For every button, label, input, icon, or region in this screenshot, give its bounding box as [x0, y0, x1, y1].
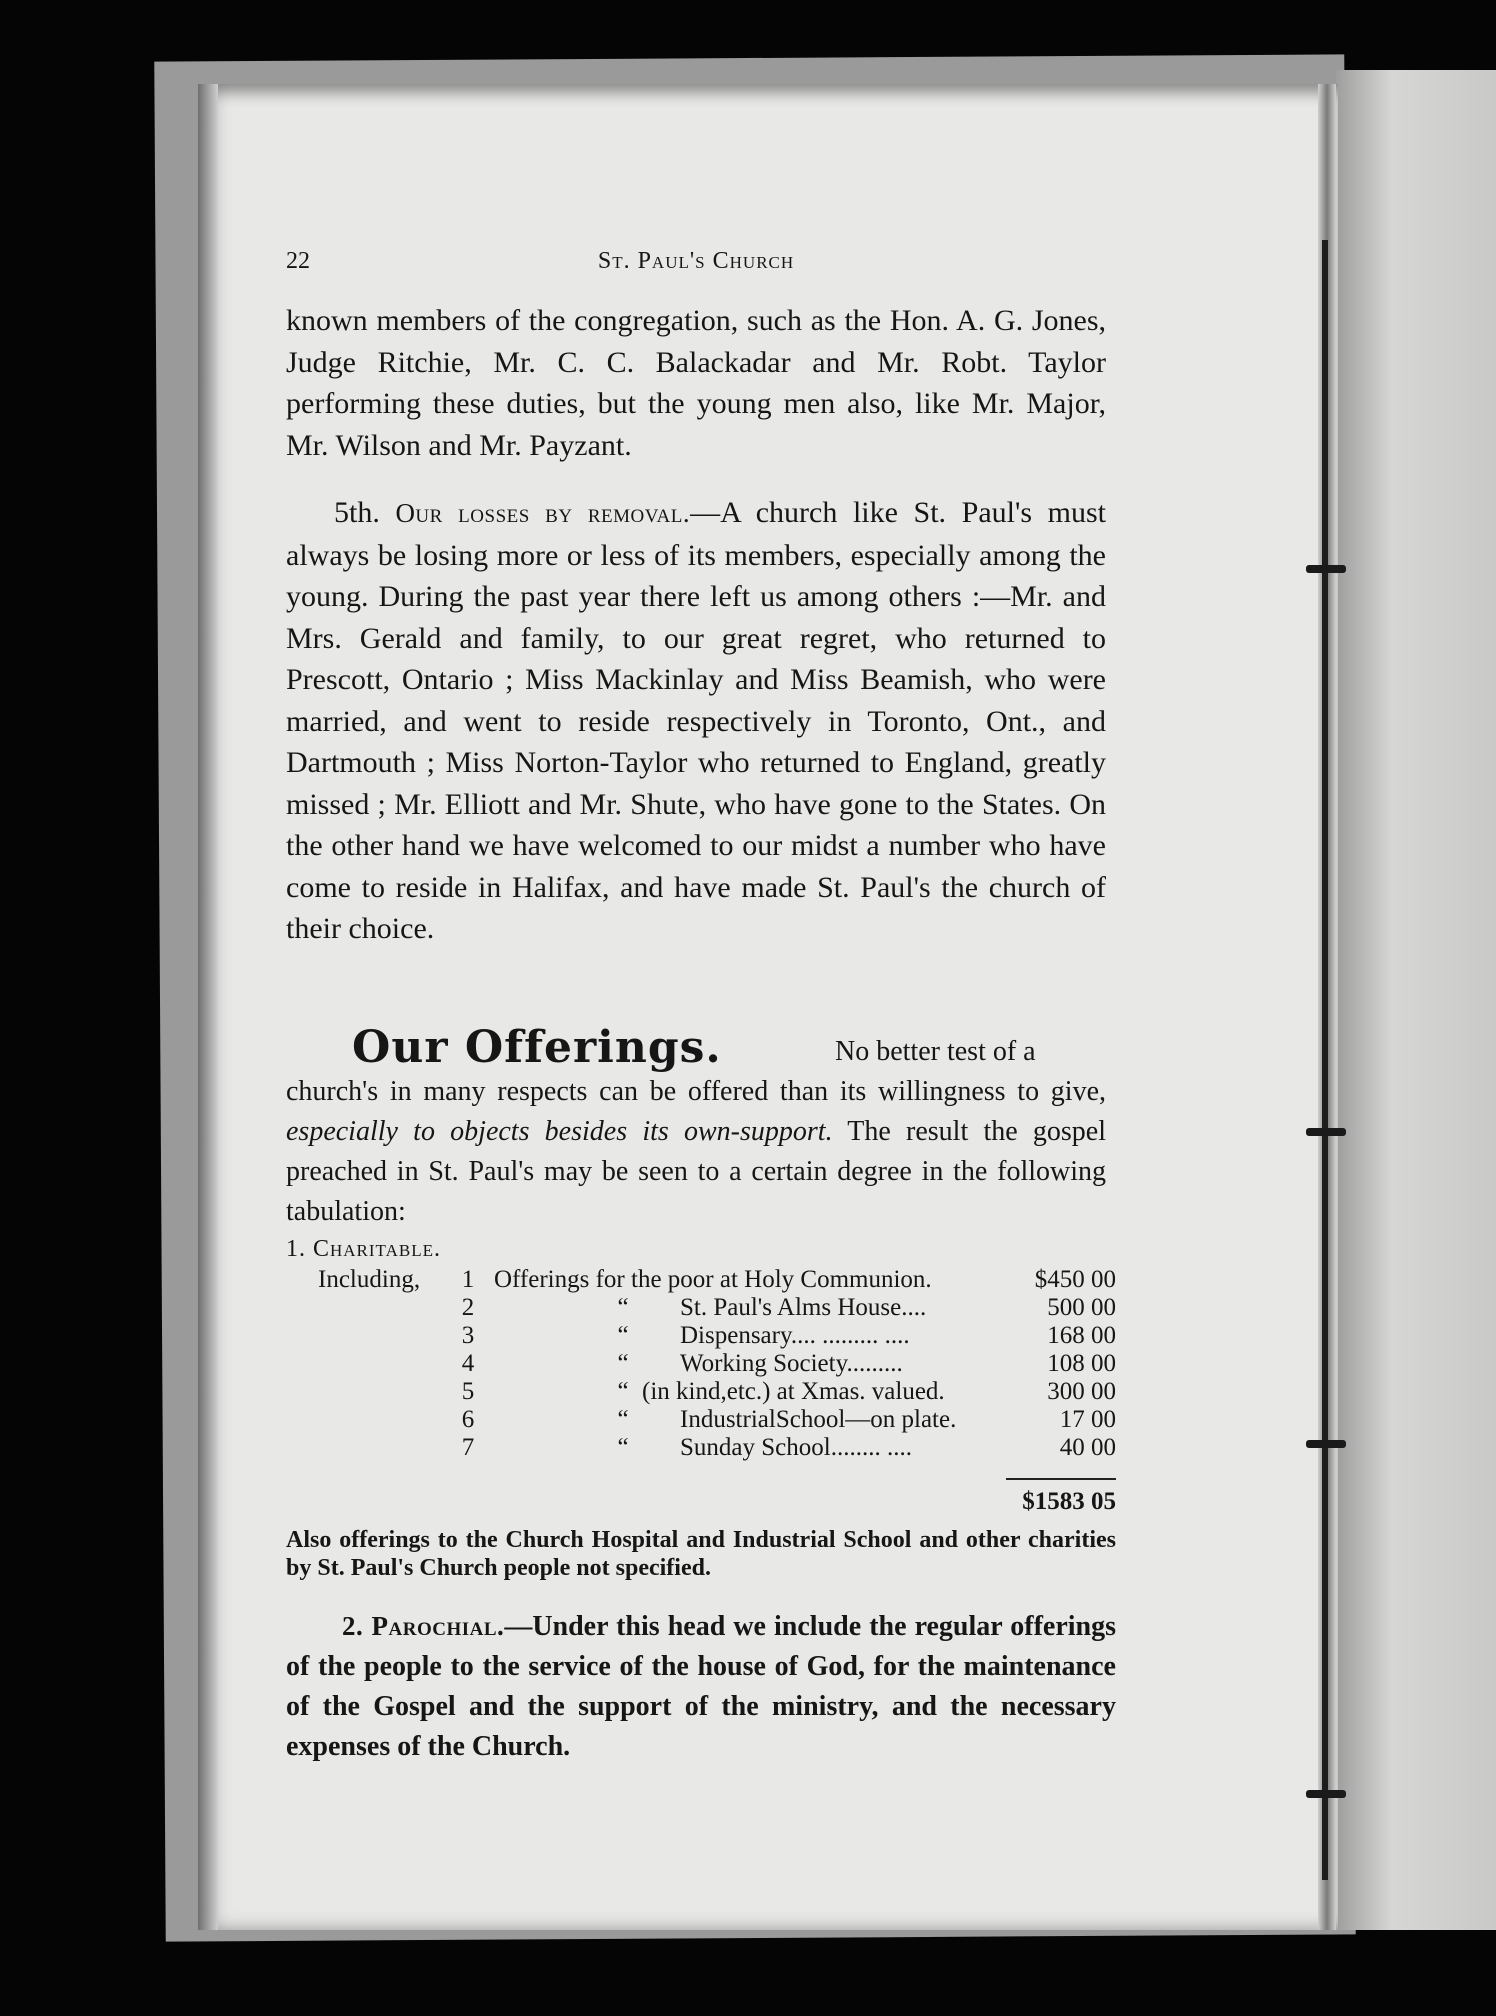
table-row: [286, 1350, 1116, 1378]
offerings-text-b: The result the gospel preached in St. Paul's may be seen to a certain degree in the following tabulation:: [286, 1116, 1106, 1227]
binding-stitch: [1306, 1128, 1346, 1136]
running-title: St. Paul's Church: [597, 248, 795, 274]
paragraph-offerings: [286, 1072, 1106, 1232]
row-amount: 108 00: [1047, 1350, 1116, 1377]
table-row: [286, 1406, 1116, 1434]
facing-page-edge: [1336, 70, 1496, 1930]
table-row: [286, 1378, 1116, 1406]
ditto-mark: “: [617, 1350, 629, 1377]
row-amount: $450 00: [1034, 1266, 1116, 1293]
paragraph-members: known members of the congregation, such as the Hon. A. G. Jones, Judge Ritchie, Mr. C. C. Balackadar and Mr. Robt. Taylor performing these duties, but the young men also, like Mr. Major, Mr. Wilson and Mr. Payzant.: [286, 304, 1106, 462]
table-row: [286, 1434, 1116, 1462]
ditto-mark: “: [617, 1406, 629, 1433]
ditto-mark: “: [617, 1322, 629, 1349]
table-row: [286, 1294, 1116, 1322]
row-amount: 300 00: [1047, 1378, 1116, 1405]
row-description: Sunday School........ ....: [680, 1434, 912, 1461]
section-heading-losses: Our losses by removal.: [395, 498, 691, 528]
row-description: Working Society.........: [680, 1350, 903, 1377]
parochial-heading: 2. Parochial.: [342, 1611, 505, 1641]
binding-stitch: [1306, 565, 1346, 573]
row-number: 6: [461, 1406, 475, 1433]
paragraph-label: 5th.: [334, 496, 380, 529]
charitable-total: $1583 05: [1022, 1488, 1116, 1515]
offerings-lead-text: No better test of a: [835, 1036, 1036, 1067]
charitable-note: Also offerings to the Church Hospital and Industrial School and other charities by St. Paul's Church people not specified.: [286, 1527, 1116, 1581]
total-rule: [1006, 1478, 1116, 1480]
offerings-italic: especially to objects besides its own-support.: [286, 1116, 833, 1147]
row-description: (in kind,etc.) at Xmas. valued.: [642, 1378, 945, 1405]
row-number: 1: [461, 1266, 475, 1293]
row-number: 3: [461, 1322, 475, 1349]
row-description: IndustrialSchool—on plate.: [680, 1406, 957, 1433]
paragraph-losses-text: —A church like St. Paul's must always be losing more or less of its members, especially among the young. During the past year there left us among others :—Mr. and Mrs. Gerald and family, to our great regret, who returned to Prescott, Ontario ; Miss Mackinlay and Miss Beamish, who were married, and went to reside respectively in Toronto, Ont., and Dartmouth ; Miss Norton-Taylor who returned to England, greatly missed ; Mr. Elliott and Mr. Shute, who have gone to the States. On the other hand we have welcomed to our midst a number who have come to reside in Halifax, and have made St. Paul's the church of their choice.: [286, 496, 1106, 945]
charitable-heading: 1. Charitable.: [286, 1236, 441, 1262]
page-number: 22: [286, 248, 310, 274]
table-row: [286, 1322, 1116, 1350]
row-amount: 500 00: [1047, 1294, 1116, 1321]
page-left-edge: [198, 84, 218, 1930]
ditto-mark: “: [617, 1294, 629, 1321]
ditto-mark: “: [617, 1434, 629, 1461]
offerings-text-a: church's in many respects can be offered than its willingness to give,: [286, 1076, 1106, 1107]
row-amount: 168 00: [1047, 1322, 1116, 1349]
row-number: 2: [461, 1294, 475, 1321]
row-number: 5: [461, 1378, 475, 1405]
paragraph-parochial: [286, 1606, 1116, 1767]
section-heading-offerings: Our Offerings.: [352, 1022, 722, 1073]
binding-stitch: [1306, 1790, 1346, 1798]
binding-thread: [1322, 240, 1328, 1880]
binding-stitch: [1306, 1440, 1346, 1448]
running-head: [286, 248, 1106, 284]
row-description: Offerings for the poor at Holy Communion.: [494, 1266, 932, 1293]
ditto-mark: “: [617, 1378, 629, 1405]
including-label: Including,: [318, 1266, 421, 1293]
row-amount: 40 00: [1059, 1434, 1116, 1461]
row-description: Dispensary.... ......... ....: [680, 1322, 910, 1349]
table-row: [286, 1266, 1116, 1294]
row-amount: 17 00: [1059, 1406, 1116, 1433]
row-number: 4: [461, 1350, 475, 1377]
row-description: St. Paul's Alms House....: [680, 1294, 927, 1321]
row-number: 7: [461, 1434, 475, 1461]
paragraph-losses: [286, 492, 1106, 950]
parochial-text: —Under this head we include the regular offerings of the people to the service of the house of God, for the maintenance of the Gospel and the support of the ministry, and the necessary expenses of the Church.: [286, 1611, 1116, 1762]
